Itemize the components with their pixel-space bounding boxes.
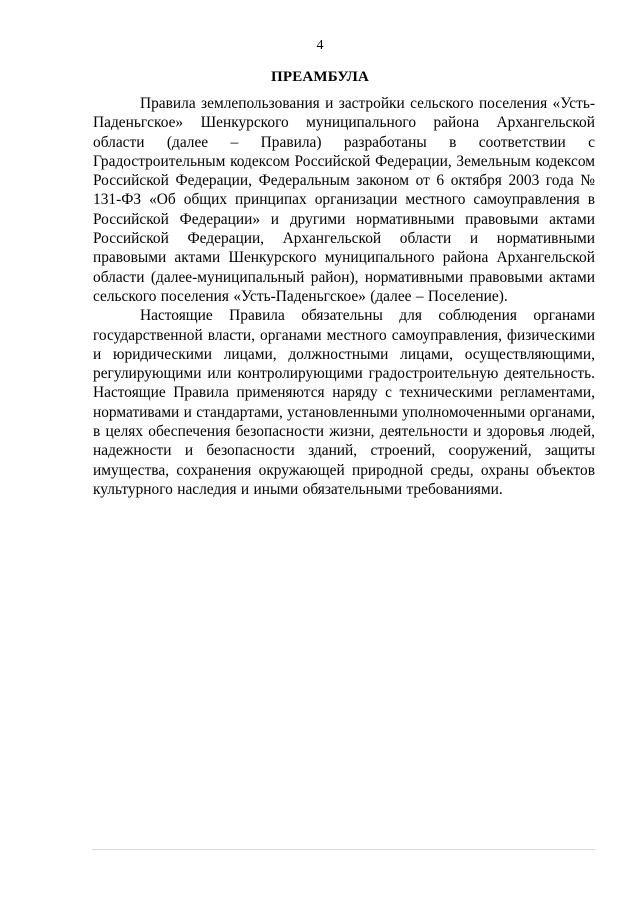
paragraph: Правила землепользования и застройки сельского поселения «Усть-Паденьгское» Шенкурского муниципального района Архангельской области (далее – Правила) разработаны в соответствии с Градостроительным кодексом Российской Федерации, Земельным кодексом Российской Федерации, Федеральным законом от 6 октября 2003 года № 131-ФЗ «Об общих принципах организации местного самоуправления в Российской Федерации» и другими нормативными правовыми актами Российской Федерации, Архангельской области и нормативными правовыми актами Шенкурского муниципального района Архангельской области (далее-муниципальный район), нормативными правовыми актами сельского поселения «Усть-Паденьгское» (далее – Поселение). [93, 95, 595, 305]
preamble-body [93, 94, 595, 499]
section-heading: ПРЕАМБУЛА [270, 69, 370, 85]
page-number: 4 [316, 38, 324, 53]
footer-divider [92, 849, 595, 850]
paragraph: Настоящие Правила обязательны для соблюдения органами государственной власти, органами местного самоуправления, физическими и юридическими лицами, должностными лицами, осуществляющими, регулирующими или контролирующими градостроительную деятельность. Настоящие Правила применяются наряду с техническими регламентами, нормативами и стандартами, установленными уполномоченными органами, в целях обеспечения безопасности жизни, деятельности и здоровья людей, надежности и безопасности зданий, строений, сооружений, защиты имущества, сохранения окружающей природной среды, охраны объектов культурного наследия и иными обязательными требованиями. [93, 307, 595, 498]
